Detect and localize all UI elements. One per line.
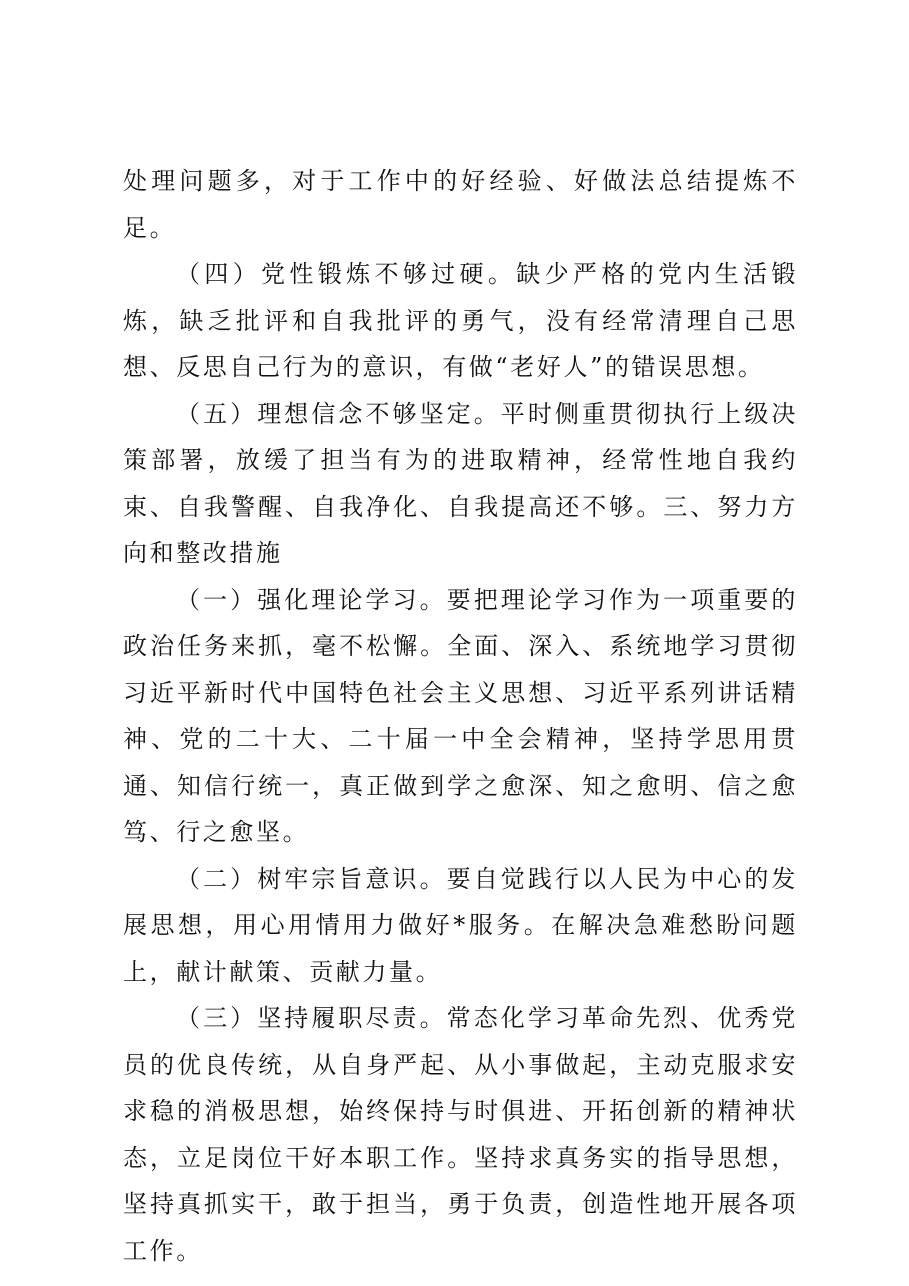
paragraph-duty-performance: （三）坚持履职尽责。常态化学习革命先烈、优秀党员的优良传统，从自身严起、从小事做起，主动克服求安求稳的消极思想，始终保持与时俱进、开拓创新的精神状态，立足岗位干好本职工作。坚持求真务实的指导思想，坚持真抓实干，敢于担当，勇于负责，创造性地开展各项工作。 — [123, 1004, 798, 1265]
paragraph-party-spirit: （四）党性锻炼不够过硬。缺少严格的党内生活锻炼，缺乏批评和自我批评的勇气，没有经常清理自己思想、反思自己行为的意识，有做“老好人”的错误思想。 — [123, 260, 798, 381]
paragraph-theory-study: （一）强化理论学习。要把理论学习作为一项重要的政治任务来抓，毫不松懈。全面、深入、系统地学习贯彻习近平新时代中国特色社会主义思想、习近平系列讲话精神、党的二十大、二十届一中全会精神，坚持学思用贯通、知信行统一，真正做到学之愈深、知之愈明、信之愈笃、行之愈坚。 — [123, 585, 798, 846]
paragraph-ideals-beliefs: （五）理想信念不够坚定。平时侧重贯彻执行上级决策部署，放缓了担当有为的进取精神，经常性地自我约束、自我警醒、自我净化、自我提高还不够。三、努力方向和整改措施 — [123, 399, 798, 567]
document-body — [123, 158, 798, 1274]
paragraph-continuation: 处理问题多，对于工作中的好经验、好做法总结提炼不足。 — [123, 167, 798, 242]
paragraph-purpose-awareness: （二）树牢宗旨意识。要自觉践行以人民为中心的发展思想，用心用情用力做好*服务。在解决急难愁盼问题上，献计献策、贡献力量。 — [123, 864, 798, 986]
